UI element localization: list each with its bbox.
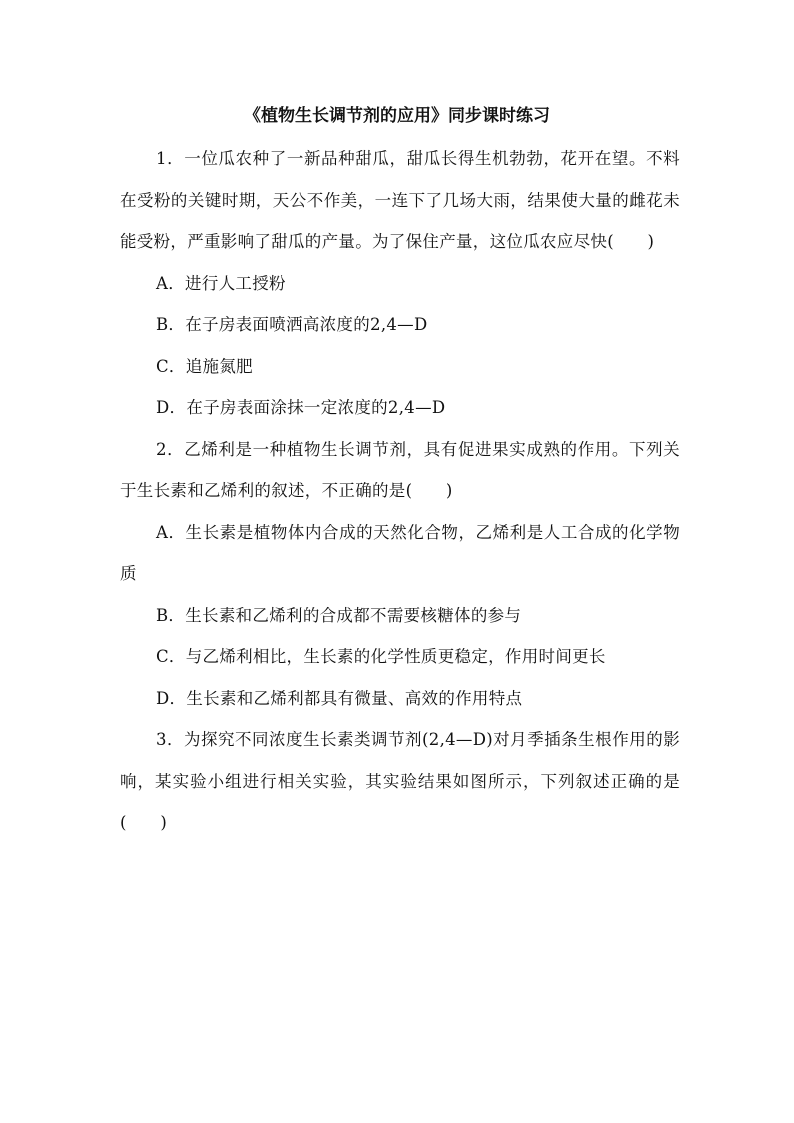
question-1-stem: 1．一位瓜农种了一新品种甜瓜，甜瓜长得生机勃勃，花开在望。不料在受粉的关键时期，天公不作美，一连下了几场大雨，结果使大量的雌花未能受粉，严重影响了甜瓜的产量。为了保住产量，这位瓜农应尽快( ) xyxy=(120,149,680,251)
question-1-option-a: A．进行人工授粉 xyxy=(156,273,286,293)
question-2-option-d: D．生长素和乙烯利都具有微量、高效的作用特点 xyxy=(156,688,523,708)
question-2-option-a: A．生长素是植物体内合成的天然化合物，乙烯利是人工合成的化学物质 xyxy=(120,522,680,583)
question-1-option-b: B．在子房表面喷洒高浓度的2,4—D xyxy=(156,315,428,334)
question-2-option-c: C．与乙烯利相比，生长素的化学性质更稳定，作用时间更长 xyxy=(156,647,606,666)
document-title: 《植物生长调节剂的应用》同步课时练习 xyxy=(244,106,550,126)
question-3-stem: 3．为探究不同浓度生长素类调节剂(2,4—D)对月季插条生根作用的影响，某实验小组进行相关实验，其实验结果如图所示，下列叙述正确的是( ) xyxy=(120,730,680,832)
question-1-option-d: D．在子房表面涂抹一定浓度的2,4—D xyxy=(156,398,446,417)
question-2-stem: 2．乙烯利是一种植物生长调节剂，具有促进果实成熟的作用。下列关于生长素和乙烯利的叙述，不正确的是( ) xyxy=(120,439,680,500)
question-2-option-b: B．生长素和乙烯利的合成都不需要核糖体的参与 xyxy=(156,605,522,625)
document-body xyxy=(120,138,680,844)
question-1-option-c: C．追施氮肥 xyxy=(156,356,253,376)
